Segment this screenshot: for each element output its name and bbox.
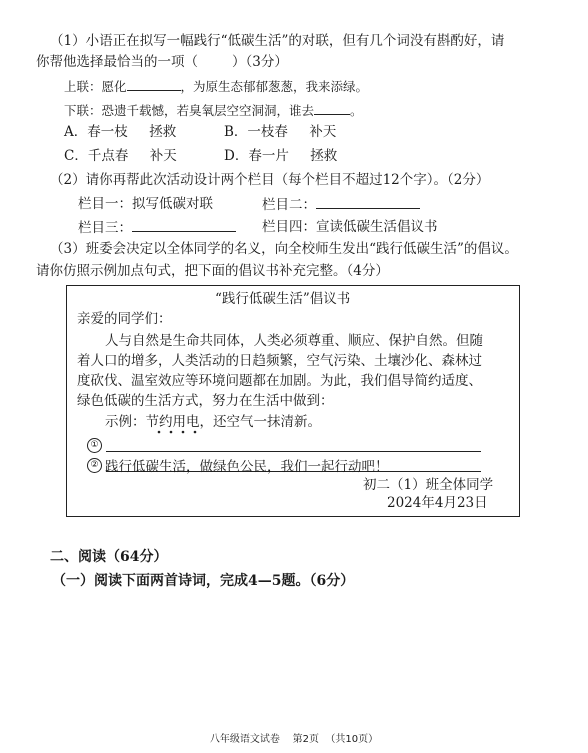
letter-example	[105, 413, 321, 431]
item-1-marker: ①	[87, 438, 102, 453]
item-2-marker: ②	[87, 458, 102, 473]
q1-upper-couplet	[64, 77, 368, 96]
example-label: 示例：	[105, 414, 146, 430]
option-a-letter: A．	[64, 124, 88, 140]
column-1	[78, 195, 213, 213]
q3-stem-line2: 请你仿照示例加点句式，把下面的倡议书补充完整。（4分）	[36, 263, 389, 279]
option-a-text: 春一枝 拯救	[87, 124, 177, 140]
column-3-blank[interactable]	[132, 218, 236, 232]
section-heading: 二、阅读（64分）	[50, 549, 168, 565]
q1-lower-couplet	[64, 101, 363, 120]
q1-stem-line2	[36, 53, 288, 71]
example-text: 节约用电，还空气一抹清新。	[145, 414, 321, 430]
column-2	[262, 195, 420, 214]
option-d-letter: D．	[224, 148, 249, 164]
section-subheading: （一）阅读下面两首诗词，完成4—5题。（6分）	[52, 573, 355, 589]
q1-stem-text: 你帮他选择最恰当的一项（	[36, 54, 198, 70]
option-b-text: 一枝春 补天	[247, 124, 337, 140]
letter-date: 2024年4月23日	[387, 495, 488, 511]
column-3-label: 栏目三：	[78, 220, 132, 236]
letter-greeting: 亲爱的同学们：	[77, 311, 172, 327]
column-3	[78, 218, 236, 237]
letter-title: “践行低碳生活”倡议书	[215, 291, 351, 307]
option-a[interactable]	[64, 123, 176, 141]
column-2-label: 栏目二：	[262, 197, 316, 213]
q1-score: ）（3分）	[232, 54, 288, 70]
column-4	[262, 218, 438, 236]
column-1-label: 栏目一：	[78, 196, 132, 212]
column-1-value: 拟写低碳对联	[132, 196, 213, 212]
column-2-blank[interactable]	[316, 195, 420, 209]
upper-couplet-end: ，为原生态郁郁葱葱，我来添绿。	[180, 79, 369, 94]
answer-line-1-rule[interactable]	[106, 439, 481, 452]
option-b[interactable]	[224, 123, 336, 141]
letter-slogan: 践行低碳生活，做绿色公民，我们一起行动吧！	[105, 459, 389, 475]
lower-couplet-end: 。	[350, 103, 363, 118]
letter-signature: 初二（1）班全体同学	[363, 477, 494, 493]
option-c[interactable]	[64, 147, 177, 165]
letter-body-line4: 绿色低碳的生活方式，努力在生活中做到：	[77, 393, 334, 409]
letter-body-line2: 着人口的增多，人类活动的日趋频繁，空气污染、土壤沙化、森林过	[77, 353, 482, 369]
option-c-letter: C．	[64, 148, 88, 164]
lower-couplet-start: 下联：恐遗千载憾，若臭氧层空空洞洞，谁去	[64, 103, 315, 118]
letter-body-line3: 度砍伐、温室效应等环境问题都在加剧。为此，我们倡导简约适度、	[77, 373, 482, 389]
q1-stem-line1: （1）小语正在拟写一幅践行“低碳生活”的对联，但有几个词没有斟酌好，请	[50, 33, 505, 49]
column-4-value: 宣读低碳生活倡议书	[316, 219, 438, 235]
column-4-label: 栏目四：	[262, 219, 316, 235]
letter-body-line1: 人与自然是生命共同体，人类必须尊重、顺应、保护自然。但随	[105, 333, 483, 349]
option-c-text: 千点春 补天	[87, 148, 177, 164]
lower-blank[interactable]	[314, 101, 350, 115]
answer-line-1[interactable]	[87, 436, 481, 454]
q3-stem-line1: （3）班委会决定以全体同学的名义，向全校师生发出“践行低碳生活”的倡议。	[50, 241, 518, 257]
proposal-letter-box	[66, 285, 520, 517]
q2-stem: （2）请你再帮此次活动设计两个栏目（每个栏目不超过12个字）。（2分）	[50, 172, 490, 188]
upper-couplet-start: 上联：愿化	[64, 79, 127, 94]
option-d-text: 春一片 拯救	[248, 148, 338, 164]
upper-blank[interactable]	[127, 77, 181, 91]
option-b-letter: B．	[224, 124, 248, 140]
page-footer: 八年级语文试卷 第2页 （共10页）	[209, 734, 379, 745]
option-d[interactable]	[224, 147, 337, 165]
